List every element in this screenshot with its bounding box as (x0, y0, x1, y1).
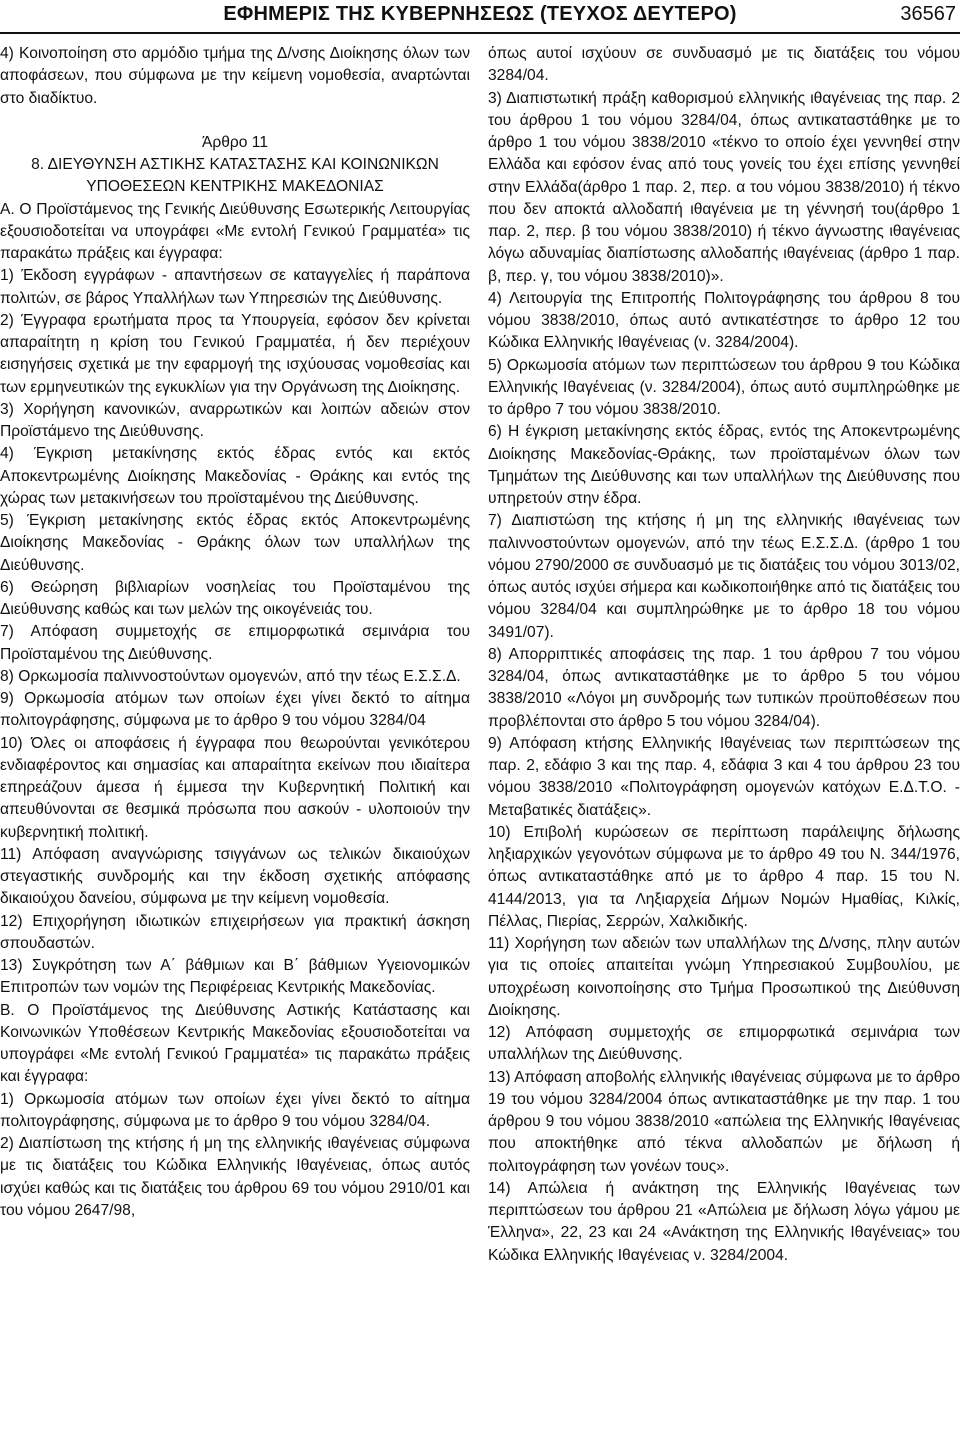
paragraph: 12) Απόφαση συμμετοχής σε επιμορφωτικά σεμινάρια των υπαλλήλων της Διεύθυνσης. (488, 1024, 960, 1064)
paragraph: 8) Ορκωμοσία παλιννοστούντων ομογενών, από την τέως Ε.Σ.Σ.Δ. (0, 667, 461, 685)
paragraph: 4) Λειτουργία της Επιτροπής Πολιτογράφησης του άρθρου 8 του νόμου 3838/2010, όπως αυτό αντικατέστησε το άρθρο 12 του Κώδικα Ελληνικής Ιθαγένειας (ν. 3284/2004). (488, 289, 960, 352)
paragraph: 7) Απόφαση συμμετοχής σε επιμορφωτικά σεμινάρια του Προϊσταμένου της Διεύθυνσης. (0, 623, 470, 663)
paragraph: 2) Διαπίστωση της κτήσης ή μη της ελληνικής ιθαγένειας σύμφωνα με τις διατάξεις του Κώδικα Ελληνικής Ιθαγένειας, όπως αυτός ισχύει καθώς και τις διατάξεις του άρθρου 69 του νόμου 2910/01 και του νόμου 2647/98, (0, 1135, 470, 1219)
paragraph: 1) Έκδοση εγγράφων - απαντήσεων σε καταγγελίες ή παράπονα πολιτών, σε βάρος Υπαλλήλων των Υπηρεσιών της Διεύθυνσης. (0, 267, 470, 307)
section-heading: 8. ΔΙΕΥΘΥΝΣΗ ΑΣΤΙΚΗΣ ΚΑΤΑΣΤΑΣΗΣ ΚΑΙ ΚΟΙΝΩΝΙΚΩΝ ΥΠΟΘΕΣΕΩΝ ΚΕΝΤΡΙΚΗΣ ΜΑΚΕΔΟΝΙΑΣ (31, 156, 439, 196)
paragraph: 10) Επιβολή κυρώσεων σε περίπτωση παράλειψης δήλωσης ληξιαρχικών γεγονότων σύμφωνα με το άρθρο 49 του Ν. 344/1976, όπως αντικαταστάθηκε από με το άρθρο 4 παρ. 15 του Ν. 4144/2013, για τα Ληξιαρχεία Δήμων Νομών Ημαθίας, Κιλκίς, Πέλλας, Πιερίας, Σερρών, Χαλκιδικής. (488, 823, 960, 930)
paragraph: όπως αυτοί ισχύουν σε συνδυασμό με τις διατάξεις του νόμου 3284/04. (488, 45, 960, 85)
paragraph: 14) Απώλεια ή ανάκτηση της Ελληνικής Ιθαγένειας των περιπτώσεων του άρθρου 21 «Απώλεια με δήλωση λόγω γάμου με Έλληνα», 22, 23 και 24 «Ανάκτηση της Ελληνικής Ιθαγένειας» του Κώδικα Ελληνικής Ιθαγένειας ν. 3284/2004. (488, 1179, 960, 1264)
paragraph: 3) Διαπιστωτική πράξη καθορισμού ελληνικής ιθαγένειας της παρ. 2 του άρθρου 1 του νόμου 3284/04, όπως αντικαταστάθηκε με το άρθρο 1 του νόμου 3838/2010 «τέκνο το οποίο έχει γεννηθεί στην Ελλάδα και εφόσον ένας από τους γονείς του έχει επίσης γεννηθεί στην Ελλάδα(άρθρο 1 παρ. 2, περ. α του νόμου 3838/2010) ή τέκνο που δεν αποκτά αλλοδαπή ιθαγένεια με τη γέννησή του(άρθρο 1 παρ. 2, περ. β του νόμου 3838/2010) ή τέκνο άγνωστης ιθαγένειας λόγω αδυναμίας διαπίστωσης αλλοδαπής ιθαγένειας (άρθρο 1 παρ. β, περ. γ, του νόμου 3838/2010)». (488, 89, 960, 285)
paragraph: 10) Όλες οι αποφάσεις ή έγγραφα που θεωρούνται γενικότερου ενδιαφέροντος και σημασίας και απαραίτητα εκείνων που ιδιαίτερα επηρεάζουν άμεσα ή έμμεσα την Κυβερνητική Πολιτική και απευθύνονται σε θεσμικά πρόσωπα που ασκούν - υλοποιούν την κυβερνητική πολιτική. (0, 734, 470, 841)
paragraph: 9) Απόφαση κτήσης Ελληνικής Ιθαγένειας των περιπτώσεων της παρ. 2, εδάφιο 3 και της παρ. 4, εδάφια 3 και 4 του άρθρου 23 του νόμου 3838/2010 «Πολιτογράφηση ομογενών κατόχων Ε.Δ.Τ.Ο. - Μεταβατικές διατάξεις». (488, 734, 960, 819)
paragraph: 5) Ορκωμοσία ατόμων των περιπτώσεων του άρθρου 9 του Κώδικα Ελληνικής Ιθαγένειας (ν. 3284/2004), όπως αυτό συμπληρώθηκε με το άρθρο 7 του νόμου 3838/2010. (488, 356, 960, 418)
paragraph: 12) Επιχορήγηση ιδιωτικών επιχειρήσεων για πρακτική άσκηση σπουδαστών. (0, 912, 470, 952)
page-number: 36567 (900, 3, 956, 25)
gazette-title: ΕΦΗΜΕΡΙΣ ΤΗΣ ΚΥΒΕΡΝΗΣΕΩΣ (ΤΕΥΧΟΣ ΔΕΥΤΕΡΟ) (223, 3, 737, 25)
paragraph: 6) Θεώρηση βιβλιαρίων νοσηλείας του Προϊσταμένου της Διεύθυνσης καθώς και των μελών της οικογένειάς του. (0, 578, 470, 618)
page-header (0, 0, 960, 34)
paragraph: 3) Χορήγηση κανονικών, αναρρωτικών και λοιπών αδειών στον Προϊστάμενο της Διεύθυνσης. (0, 400, 470, 440)
paragraph: 4) Κοινοποίηση στο αρμόδιο τμήμα της Δ/νσης Διοίκησης όλων των αποφάσεων, που σύμφωνα με την κείμενη νομοθεσία, αναρτώνται στο διαδίκτυο. (0, 45, 470, 107)
paragraph: 8) Απορριπτικές αποφάσεις της παρ. 1 του άρθρου 7 του νόμου 3284/04, όπως αντικαταστάθηκε με το άρθρο 5 του νόμου 3838/2010 «Λόγοι μη συνδρομής των τυπικών προϋποθέσεων που προβλέπονται στο άρθρο 5 του νόμου 3284/04). (488, 645, 960, 730)
paragraph: 13) Συγκρότηση των Α΄ βάθμιων και Β΄ βάθμιων Υγειονομικών Επιτροπών των νομών της Περιφέρειας Κεντρικής Μακεδονίας. (0, 957, 470, 997)
paragraph: 11) Απόφαση αναγνώρισης τσιγγάνων ως τελικών δικαιούχων στεγαστικής συνδρομής και την έκδοση σχετικής απόφασης δικαιούχου δανείου, σύμφωνα με την κείμενη νομοθεσία. (0, 845, 470, 908)
right-column (488, 43, 960, 1267)
paragraph: 9) Ορκωμοσία ατόμων των οποίων έχει γίνει δεκτό το αίτημα πολιτογράφησης, σύμφωνα με το άρθρο 9 του νόμου 3284/04 (0, 690, 470, 730)
paragraph: 6) Η έγκριση μετακίνησης εκτός έδρας, εντός της Αποκεντρωμένης Διοίκησης Μακεδονίας-Θράκης, των προϊσταμένων όλων των Τμημάτων της Διεύθυνσης και των υπαλλήλων της Διεύθυνσης που υπηρετούν στην έδρα. (488, 423, 960, 507)
paragraph: 1) Ορκωμοσία ατόμων των οποίων έχει γίνει δεκτό το αίτημα πολιτογράφησης, σύμφωνα με το άρθρο 9 του νόμου 3284/04. (0, 1090, 470, 1130)
paragraph: 13) Απόφαση αποβολής ελληνικής ιθαγένειας σύμφωνα με το άρθρο 19 του νόμου 3284/2004 όπως αντικαταστάθηκε με την παρ. 1 του άρθρου 9 του νόμου 3838/2010 «απώλεια της Ελληνικής Ιθαγένειας που αποκτήθηκε από τέκνα αλλοδαπών με δήλωση ή πολιτογράφηση των γονέων τους». (488, 1068, 960, 1175)
paragraph: Β. Ο Προϊστάμενος της Διεύθυνσης Αστικής Κατάστασης και Κοινωνικών Υποθέσεων Κεντρικής Μακεδονίας εξουσιοδοτείται να υπογράφει «Με εντολή Γενικού Γραμματέα» τις παρακάτω πράξεις και έγγραφα: (0, 1001, 470, 1086)
paragraph: 5) Έγκριση μετακίνησης εκτός έδρας εκτός Αποκεντρωμένης Διοίκησης Μακεδονίας - Θράκης όλων των υπαλλήλων της Διεύθυνσης. (0, 512, 470, 574)
article-title: Άρθρο 11 (201, 133, 268, 151)
left-column (0, 43, 470, 1222)
paragraph: Α. Ο Προϊστάμενος της Γενικής Διεύθυνσης Εσωτερικής Λειτουργίας εξουσιοδοτείται να υπογράφει «Με εντολή Γενικού Γραμματέα» τις παρακάτω πράξεις και έγγραφα: (0, 200, 470, 262)
paragraph: 2) Έγγραφα ερωτήματα προς τα Υπουργεία, εφόσον δεν κρίνεται απαραίτητη η κρίση του Γενικού Γραμματέα, ή δεν περιέχουν εισηγήσεις σχετικά με την εφαρμογή της ισχύουσας νομοθεσίας και των ερμηνευτικών της εγκυκλίων για την Οργάνωση της Διοίκησης. (0, 311, 470, 396)
header-divider (0, 32, 960, 34)
paragraph: 7) Διαπιστώση της κτήσης ή μη της ελληνικής ιθαγένειας των παλιννοστούντων ομογενών, από την τέως Ε.Σ.Σ.Δ. (άρθρο 1 του νόμου 2790/2000 σε συνδυασμό με τις διατάξεις του νόμου 3013/02, όπως αυτός ισχύει σήμερα και κωδικοποιήθηκε από τις διατάξεις του νόμου 3284/04 και συμπληρώθηκε με το άρθρο 18 του νόμου 3491/07). (488, 512, 960, 641)
paragraph: 11) Χορήγηση των αδειών των υπαλλήλων της Δ/νσης, πλην αυτών για τις οποίες απαιτείται γνώμη Υπηρεσιακού Συμβουλίου, με υποχρέωση κοινοποίησης στο Τμήμα Προσωπικού της Διεύθυνση Διοίκησης. (488, 935, 960, 1019)
paragraph: 4) Έγκριση μετακίνησης εκτός έδρας εντός και εκτός Αποκεντρωμένης Διοίκησης Μακεδονίας - Θράκης και εντός της χώρας των μετακινήσεων του προϊσταμένου της Διεύθυνσης. (0, 445, 470, 507)
